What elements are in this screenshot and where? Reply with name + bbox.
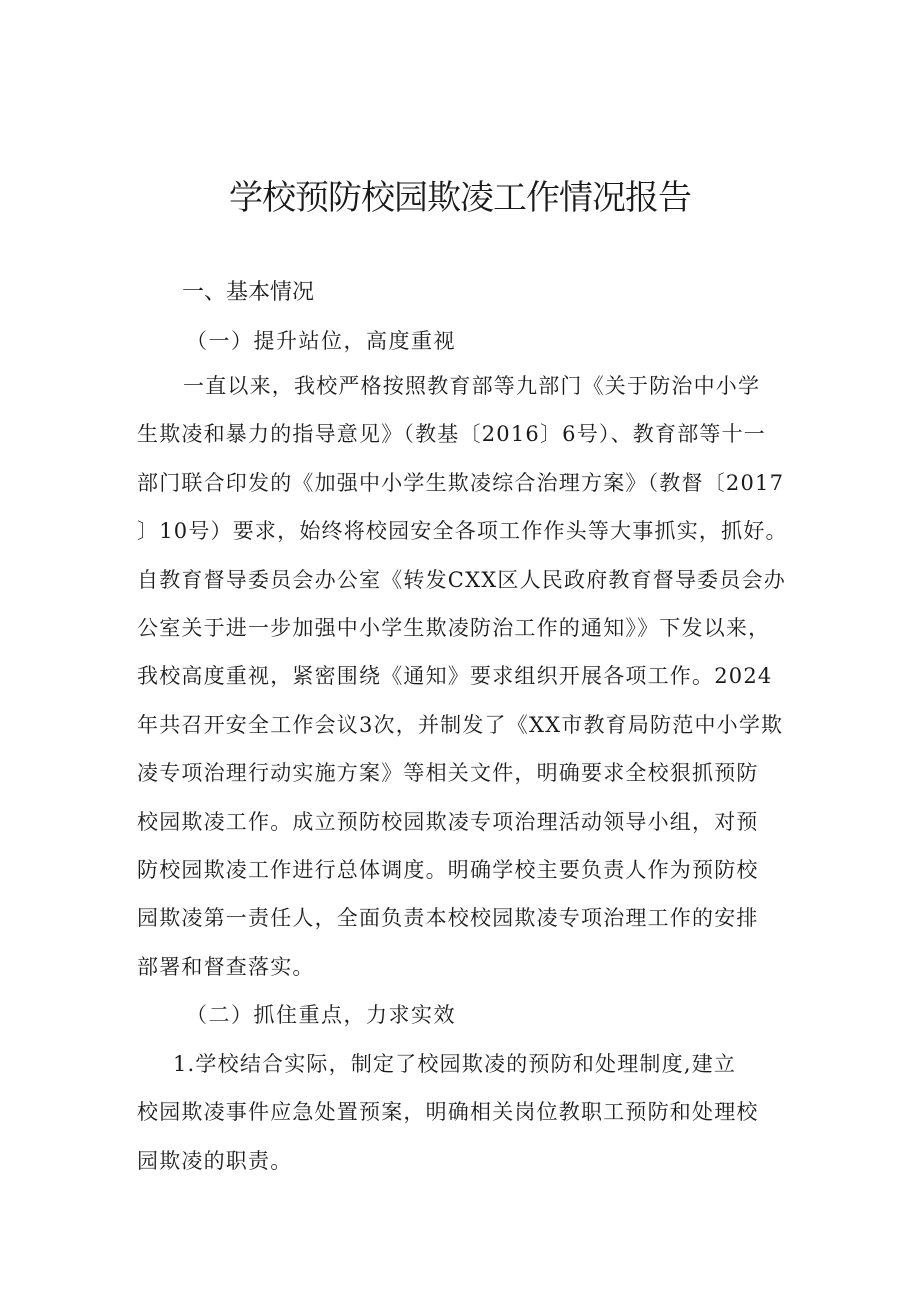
paragraph-line: 园欺凌的职责。 — [137, 1148, 293, 1173]
subheading-raise-awareness: （一）提升站位，高度重视 — [186, 329, 456, 353]
paragraph-line: 部门联合印发的《加强中小学生欺凌综合治理方案》（教督〔2017 — [137, 470, 785, 495]
paragraph-line: 生欺凌和暴力的指导意见》（教基〔2016〕6号）、教育部等十一 — [137, 422, 767, 447]
paragraph-line: 公室关于进一步加强中小学生欺凌防治工作的通知》》下发以来， — [137, 616, 771, 641]
paragraph-line: 校园欺凌事件应急处置预案，明确相关岗位教职工预防和处理校 — [137, 1100, 759, 1125]
document-title: 学校预防校园欺凌工作情况报告 — [229, 178, 691, 218]
paragraph-focus — [137, 1040, 797, 1185]
paragraph-line: 凌专项治理行动实施方案》等相关文件，明确要求全校狠抓预防 — [137, 761, 759, 786]
paragraph-line: 年共召开安全工作会议3次，并制发了《XX市教育局防范中小学欺 — [137, 712, 784, 737]
section-heading-basic-situation: 一、基本情况 — [182, 280, 315, 305]
paragraph-line: 园欺凌第一责任人，全面负责本校校园欺凌专项治理工作的安排 — [137, 906, 759, 931]
paragraph-line: 自教育督导委员会办公室《转发CXX区人民政府教育督导委员会办 — [137, 567, 786, 592]
paragraph-line: 防校园欺凌工作进行总体调度。明确学校主要负责人作为预防校 — [137, 858, 759, 883]
paragraph-line: 部署和督查落实。 — [137, 954, 315, 979]
paragraph-line: 我校高度重视，紧密围绕《通知》要求组织开展各项工作。2024 — [137, 664, 773, 689]
subheading-focus-results: （二）抓住重点，力求实效 — [186, 1003, 456, 1027]
paragraph-line: 一直以来，我校严格按照教育部等九部门《关于防治中小学 — [183, 374, 761, 398]
paragraph-awareness — [137, 362, 797, 991]
paragraph-line: 〕10号）要求，始终将校园安全各项工作作头等大事抓实，抓好。 — [137, 519, 788, 544]
paragraph-line: 1.学校结合实际，制定了校园欺凌的预防和处理制度,建立 — [173, 1052, 737, 1076]
paragraph-line: 校园欺凌工作。成立预防校园欺凌专项治理活动领导小组，对预 — [137, 809, 759, 834]
